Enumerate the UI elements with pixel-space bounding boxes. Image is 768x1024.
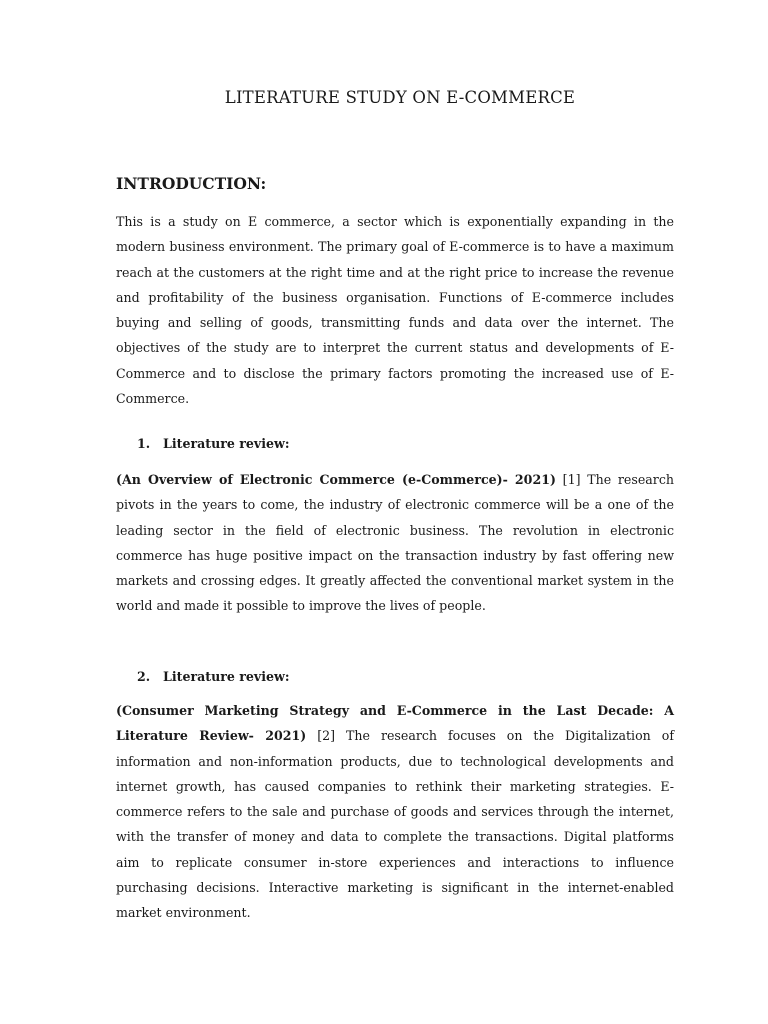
section-2-reference: [2] [306,728,347,744]
section-2-heading-text: Literature review: [163,669,290,684]
section-1-heading-text: Literature review: [163,436,290,451]
section-1-paragraph [116,467,674,619]
section-1-number: 1. [137,436,151,451]
document-title: LITERATURE STUDY ON E-COMMERCE [224,88,576,107]
section-2-paragraph [116,698,674,926]
section-1-heading [137,436,290,451]
section-1-source: (An Overview of Electronic Commerce (e-Commerce)- 2021) [116,472,556,487]
section-2-number: 2. [137,669,151,684]
section-1-text: The research pivots in the years to come, the industry of electronic commerce will be a one of the leading sector in the field of electronic business. The revolution in electronic commerce has huge positive impact on the transaction industry by fast offering new markets and crossing edges. It greatly affected the conventional market system in the world and made it possible to improve the lives of people. [116,472,674,614]
section-2-source: (Consumer Marketing Strategy and E-Commerce in the Last Decade: A Literature Review- 2021) [116,703,674,744]
section-2-text: The research focuses on the Digitalization of information and non-information products, due to technological developments and internet growth, has caused companies to rethink their marketing strategies. E-commerce refers to the sale and purchase of goods and services through the internet, with the transfer of money and data to complete the transactions. Digital platforms aim to replicate consumer in-store experiences and interactions to influence purchasing decisions. Interactive marketing is significant in the internet-enabled market environment. [116,728,674,921]
introduction-paragraph: This is a study on E commerce, a sector which is exponentially expanding in the modern business environment. The primary goal of E-commerce is to have a maximum reach at the customers at the right time and at the right price to increase the revenue and profitability of the business organisation. Functions of E-commerce includes buying and selling of goods, transmitting funds and data over the internet. The objectives of the study are to interpret the current status and developments of E-Commerce and to disclose the primary factors promoting the increased use of E-Commerce. [116,214,674,407]
section-1-reference: [1] [555,472,588,487]
section-2-heading [137,669,290,684]
introduction-heading: INTRODUCTION: [116,174,267,193]
